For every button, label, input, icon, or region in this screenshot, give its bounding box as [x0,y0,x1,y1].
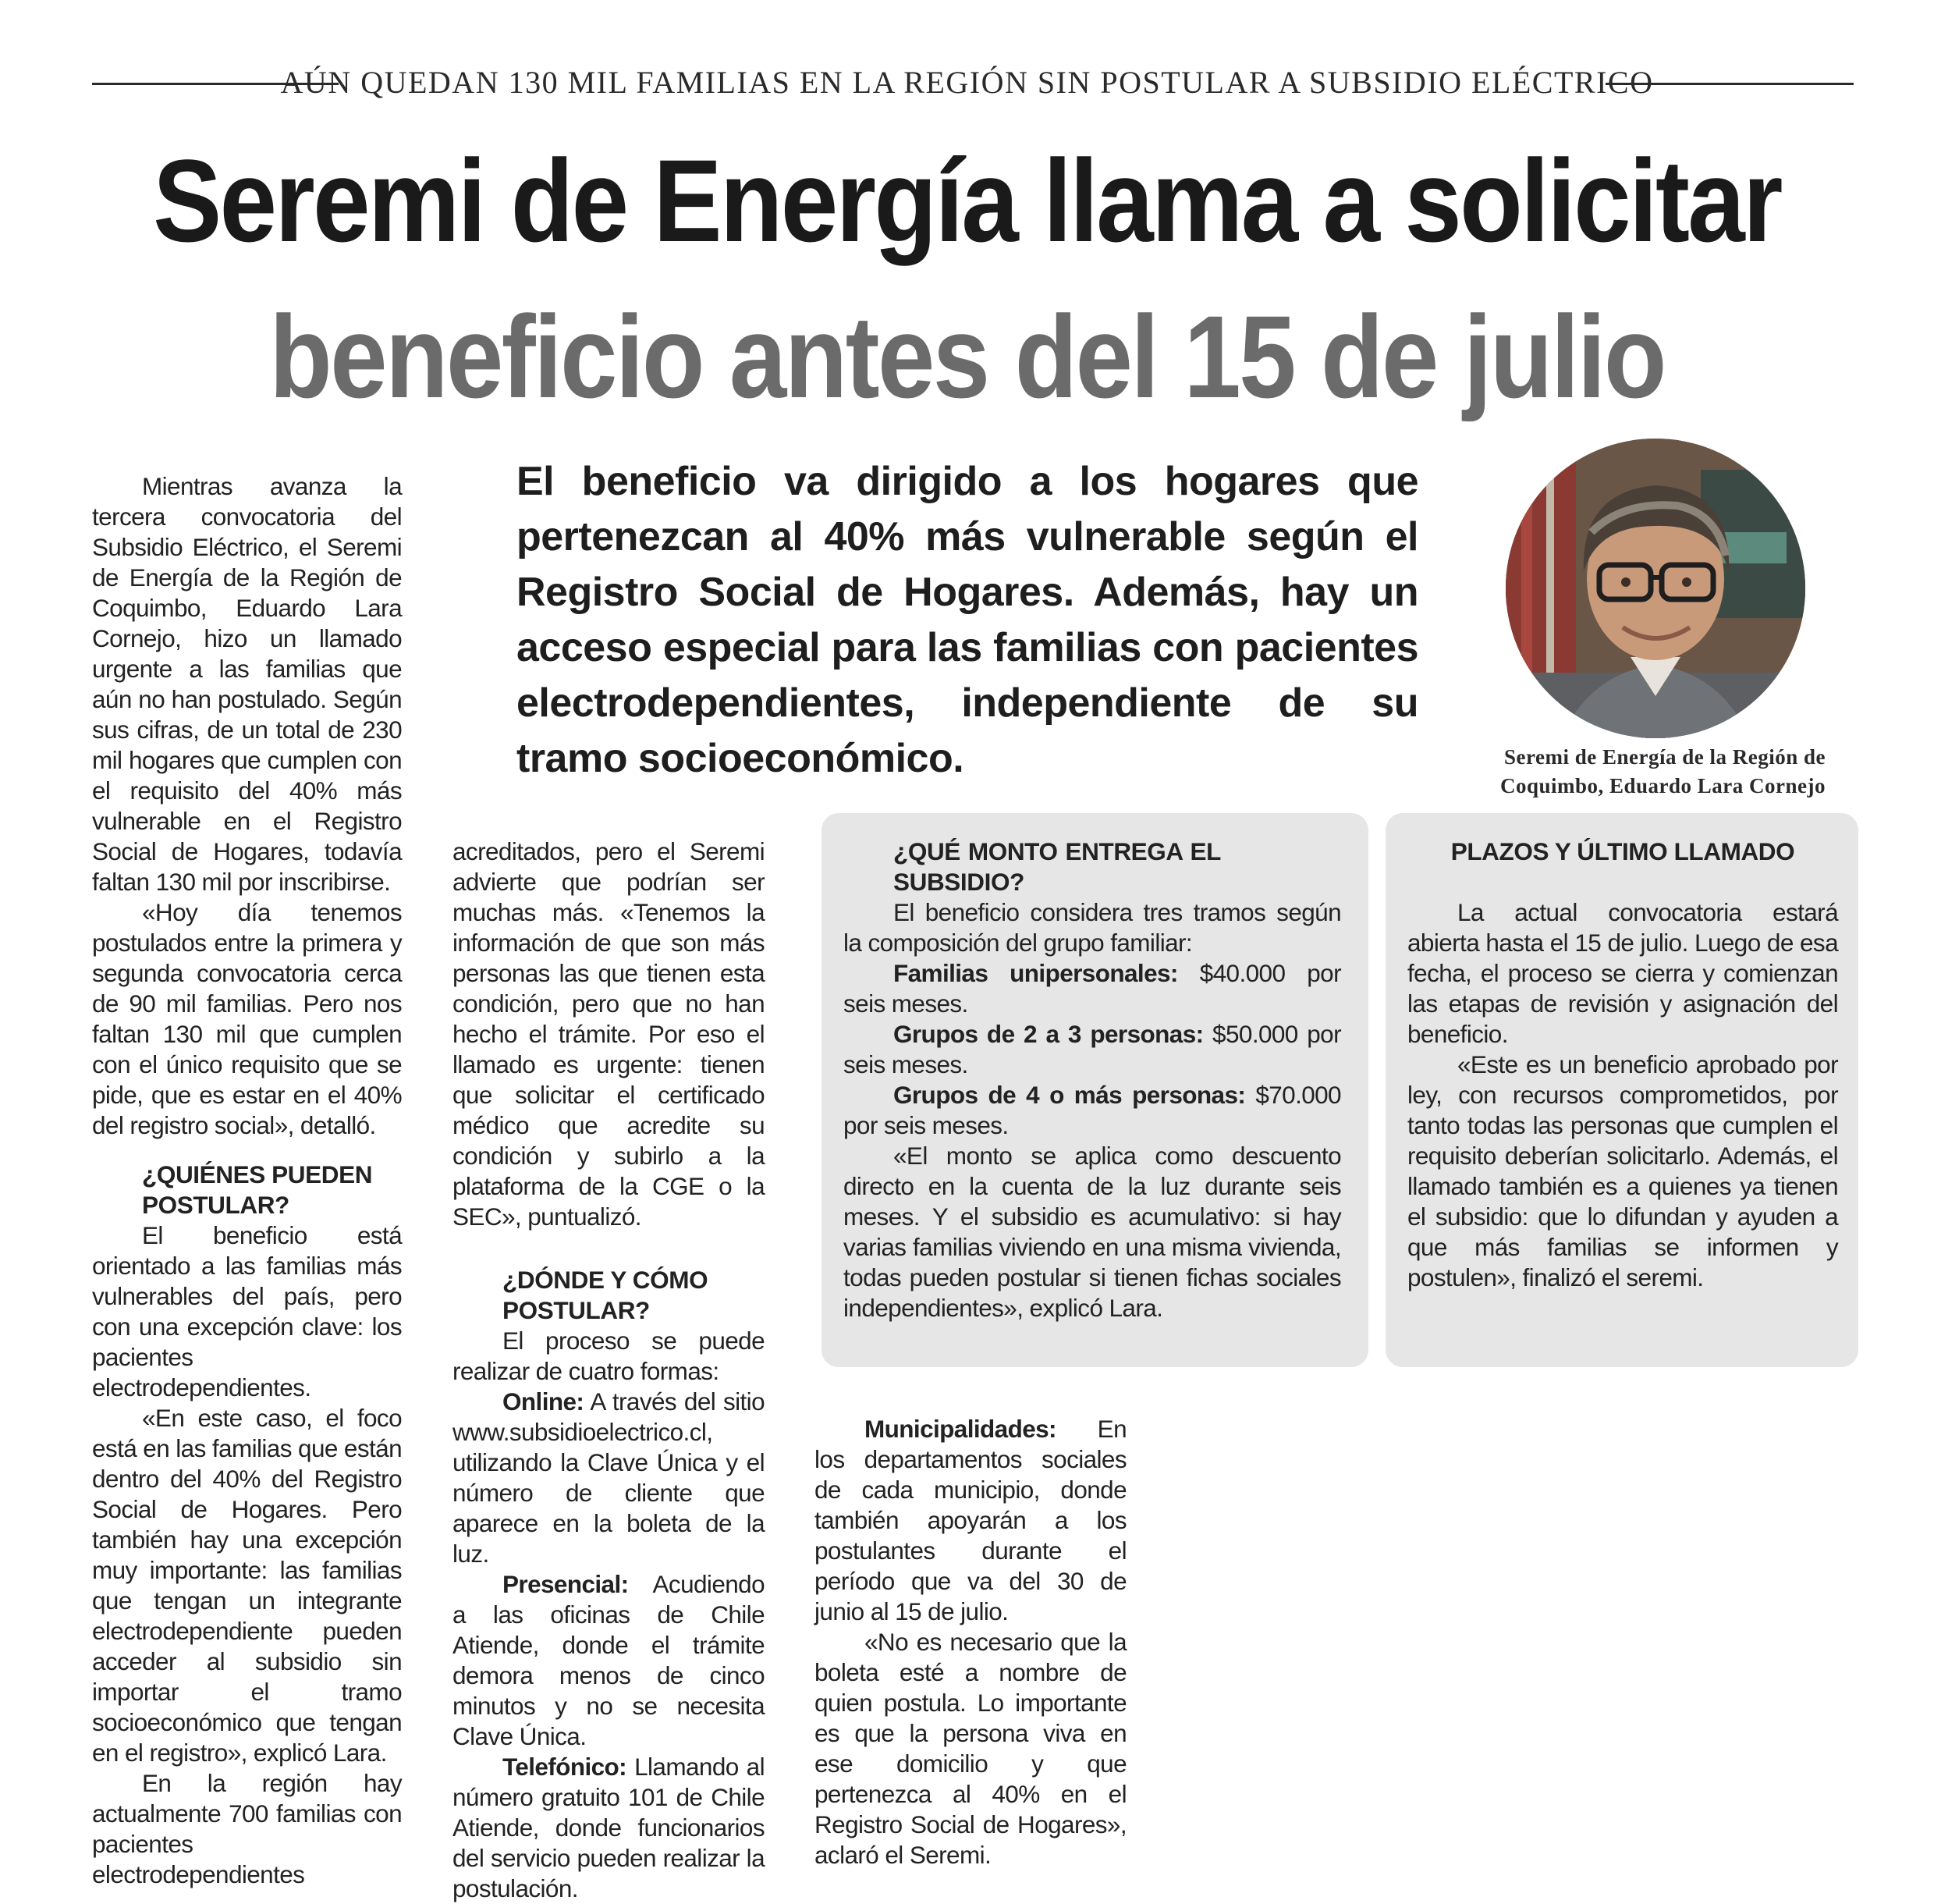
channel-municipalidades [814,1414,1127,1627]
col1-paragraph-1: Mientras avanza la tercera convocatoria del Subsidio Eléctrico, el Seremi de Energía de la Región de Coquimbo, Eduardo Lara Cornejo, hizo un llamado urgente a las familias que aún no han postulado. Según sus cifras, de un total de 230 mil hogares que cumplen con el requisito del 40% más vulnerable en el Registro Social de Hogares, todavía faltan 130 mil por inscribirse. [92,472,402,896]
box-plazos-content [1407,837,1838,1293]
box-plazos-title: PLAZOS Y ÚLTIMO LLAMADO [1450,837,1795,865]
tramo-4-mas-personas-label: Grupos de 4 o más personas: [893,1081,1246,1109]
box-plazos-paragraph-2: «Este es un beneficio aprobado por ley, con recursos comprometidos, por tanto todas las personas que cumplen el requisito deberían solicitarlo. Además, el llamado también es a quienes ya tienen el subsidio: que lo difundan y ayuden a que más familias se informen y postulen», finalizó el seremi. [1407,1050,1838,1291]
tramo-unipersonal [843,958,1341,1019]
col1-paragraph-4: «En este caso, el foco está en las familias que están dentro del 40% del Registro Social de Hogares. Pero también hay una excepción muy importante: las familias que tengan un integrante electrodependiente pueden acceder al subsidio sin importar el tramo socioeconómico que tengan en el registro», explicó Lara. [92,1404,402,1767]
subheading-donde-y-como-postular: ¿DÓNDE Y CÓMO POSTULAR? [502,1266,708,1324]
channel-presencial [452,1569,765,1752]
channel-online [452,1387,765,1569]
channel-telefonico [452,1752,765,1904]
article-column-3 [814,1414,1127,1870]
tramo-4-mas-personas [843,1080,1341,1141]
tramo-2-3-personas-label: Grupos de 2 a 3 personas: [893,1020,1204,1048]
channel-online-label: Online: [502,1387,584,1416]
photo-caption-line-1: Seremi de Energía de la Región de [1504,745,1826,769]
lead-text: El beneficio va dirigido a los hogares que pertenezcan al 40% más vulnerable según el Registro Social de Hogares. Además, hay un acceso especial para las familias con pacientes electrodependientes, independiente de su tramo socioeconómico. [516,459,1418,781]
channel-telefonico-label: Telefónico: [502,1753,627,1781]
box-monto-content [843,837,1341,1323]
channel-telefonico-text: Llamando al número gratuito 101 de Chile Atiende, donde funcionarios del servicio pueden realizar la postulación. [452,1753,765,1902]
portrait-illustration [1506,439,1805,738]
col1-paragraph-5: En la región hay actualmente 700 familias con pacientes electrodependientes [92,1769,402,1888]
box-monto-paragraph-1: El beneficio considera tres tramos según la composición del grupo familiar: [843,898,1341,957]
tramo-unipersonal-label: Familias unipersonales: [893,959,1178,987]
col3-paragraph-2: «No es necesario que la boleta esté a nombre de quien postula. Lo importante es que la persona viva en ese domicilio y que pertenezca al 40% en el Registro Social de Hogares», aclaró el Seremi. [814,1628,1127,1869]
article-column-2 [452,837,765,1904]
kicker: AÚN QUEDAN 130 MIL FAMILIAS EN LA REGIÓN SIN POSTULAR A SUBSIDIO ELÉCTRICO [280,65,1654,100]
photo-caption [1459,743,1826,801]
col2-paragraph-1: acreditados, pero el Seremi advierte que podrían ser muchas más. «Tenemos la información de que son más personas las que tienen esta condición, pero que no han hecho el trámite. Por eso el llamado es urgente: tienen que solicitar el certificado médico que acredite su condición y subirlo a la plataforma de la CGE o la SEC», puntualizó. [452,837,765,1231]
headline-line-1: Seremi de Energía llama a solicitar [153,135,1781,266]
article-column-1 [92,471,402,1890]
tramo-unipersonal-text: $40.000 por seis meses. [843,959,1341,1018]
tramo-2-3-personas-text: $50.000 por seis meses. [843,1020,1341,1078]
portrait-photo [1506,439,1805,738]
sidebar-box-monto [822,813,1368,1367]
channel-municipalidades-text: En los departamentos sociales de cada municipio, donde también apoyarán a los postulantes durante el período que va del 30 de junio al 15 de julio. [814,1415,1127,1625]
channel-online-text: A través del sitio www.subsidioelectrico.cl, utilizando la Clave Única y el número de cliente que aparece en la boleta de la luz. [452,1387,765,1568]
sidebar-box-plazos [1386,813,1858,1367]
tramo-2-3-personas [843,1019,1341,1080]
col1-paragraph-2: «Hoy día tenemos postulados entre la primera y segunda convocatoria cerca de 90 mil familias. Pero nos faltan 130 mil que cumplen con el único requisito que se pide, que es estar en el 40% del registro social», detalló. [92,898,402,1139]
channel-presencial-text: Acudiendo a las oficinas de Chile Atiende, donde el trámite demora menos de cinco minutos y no se necesita Clave Única. [452,1570,765,1750]
tramo-4-mas-personas-text: $70.000 por seis meses. [843,1081,1341,1139]
box-plazos-paragraph-1: La actual convocatoria estará abierta hasta el 15 de julio. Luego de esa fecha, el proceso se cierra y comienzan las etapas de revisión y asignación del beneficio. [1407,898,1838,1048]
lead-paragraph [516,454,1418,787]
col1-paragraph-3: El beneficio está orientado a las familias más vulnerables del país, pero con una excepción clave: los pacientes electrodependientes. [92,1221,402,1401]
box-monto-title: ¿QUÉ MONTO ENTREGA EL SUBSIDIO? [893,837,1221,896]
channel-presencial-label: Presencial: [502,1570,629,1598]
headline-line-2: beneficio antes del 15 de julio [269,291,1665,422]
photo-caption-line-2: Coquimbo, Eduardo Lara Cornejo [1499,774,1826,797]
col2-paragraph-2: El proceso se puede realizar de cuatro formas: [452,1327,765,1385]
channel-municipalidades-label: Municipalidades: [864,1415,1056,1443]
box-monto-paragraph-2: «El monto se aplica como descuento directo en la cuenta de la luz durante seis meses. Y el subsidio es acumulativo: si hay varias familias viviendo en una misma vivienda, todas pueden postular si tienen fichas sociales independientes», explicó Lara. [843,1142,1341,1322]
subheading-quienes-pueden-postular: ¿QUIÉNES PUEDEN POSTULAR? [142,1160,373,1219]
